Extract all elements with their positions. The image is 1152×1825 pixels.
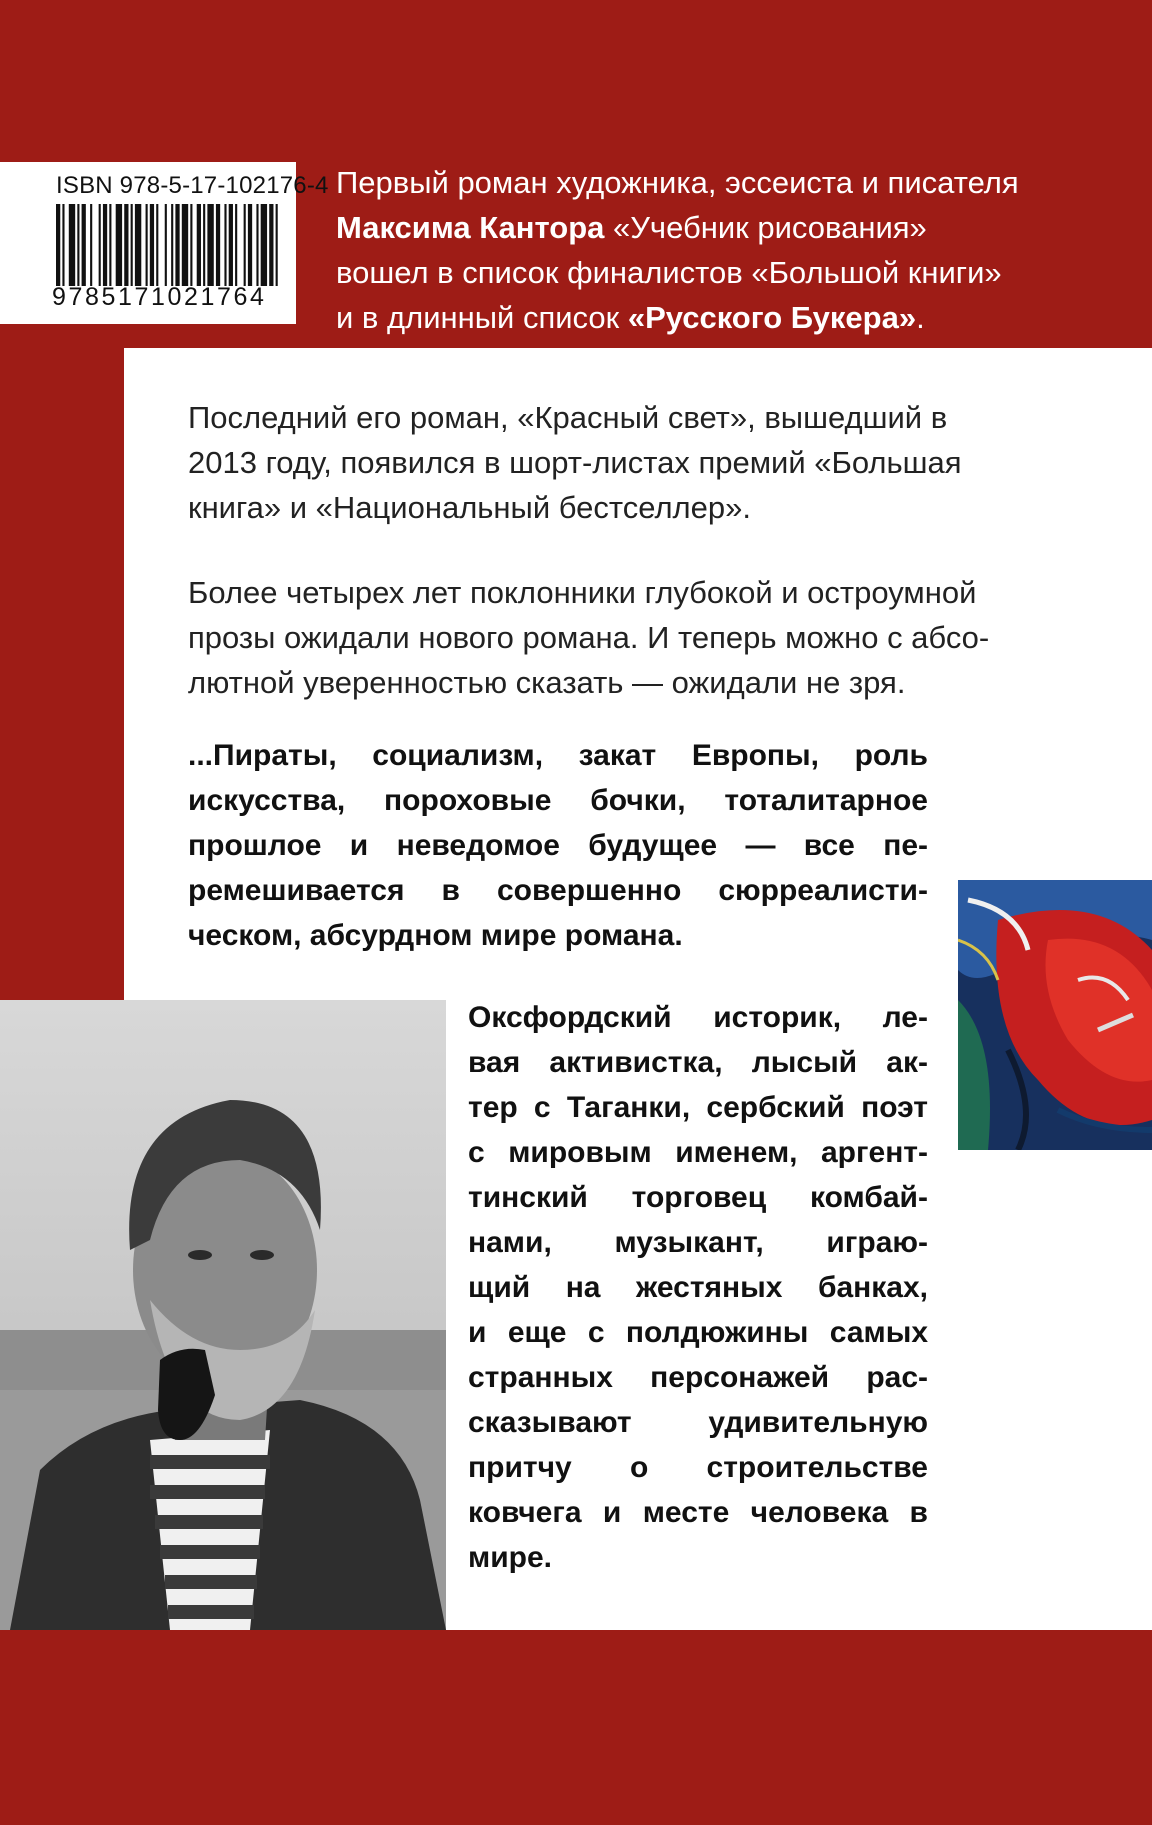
intro-text xyxy=(336,160,1136,340)
text-line: сказывают удивительную xyxy=(468,1406,928,1439)
text-line: щий на жестяных банках, xyxy=(468,1271,928,1304)
text-line: лютной уверенностью сказать — ожидали не зря. xyxy=(188,665,906,700)
text-line: прозы ожидали нового романа. И теперь можно с абсо- xyxy=(188,620,990,655)
author-photo xyxy=(0,1000,446,1630)
text-line: книга» и «Национальный бестселлер». xyxy=(188,490,751,525)
author-name: Максима Кантора xyxy=(336,210,605,245)
text-line: ...Пираты, социализм, закат Европы, роль xyxy=(188,739,928,772)
intro-line: и в длинный список «Русского Букера». xyxy=(336,300,925,335)
text-line: с мировым именем, аргент- xyxy=(468,1136,928,1169)
text-line: Более четырех лет поклонники глубокой и остроумной xyxy=(188,575,977,610)
painting-image xyxy=(958,880,1152,1150)
text-line: Оксфордский историк, ле- xyxy=(468,1001,928,1034)
isbn-text: ISBN 978-5-17-102176-4 xyxy=(56,172,329,199)
text-line: ремешивается в совершенно сюрреалисти- xyxy=(188,874,928,907)
text-line: тер с Таганки, сербский поэт xyxy=(468,1091,928,1124)
text-line: 2013 году, появился в шорт-листах премий «Большая xyxy=(188,445,962,480)
paragraph-1 xyxy=(188,395,962,530)
text-line: ковчега и месте человека в xyxy=(468,1496,928,1529)
text-line: прошлое и неведомое будущее — все пе- xyxy=(188,829,928,862)
bold-paragraph xyxy=(188,733,928,958)
paragraph-2 xyxy=(188,570,989,705)
text-line: нами, музыкант, играю- xyxy=(468,1226,928,1259)
barcode-block xyxy=(0,162,329,324)
text-line: искусства, пороховые бочки, тоталитарное xyxy=(188,784,928,817)
text-line: вая активистка, лысый ак- xyxy=(468,1046,928,1079)
text-line: притчу о строительстве xyxy=(468,1451,928,1484)
barcode-digits: 9785171021764 xyxy=(52,283,267,311)
text-line: Последний его роман, «Красный свет», вышедший в xyxy=(188,400,948,435)
text-line: тинский торговец комбай- xyxy=(468,1181,928,1214)
prize-name: «Русского Букера» xyxy=(627,300,917,335)
text-line: и еще с полдюжины самых xyxy=(468,1316,928,1349)
intro-line: Первый роман художника, эссеиста и писателя xyxy=(336,165,1019,200)
intro-line: Максима Кантора «Учебник рисования» xyxy=(336,210,927,245)
intro-line: вошел в список финалистов «Большой книги» xyxy=(336,255,1002,290)
text-line: ческом, абсурдном мире романа. xyxy=(188,919,683,952)
text-line: мире. xyxy=(468,1541,552,1574)
right-paragraph xyxy=(468,995,928,1580)
text-line: странных персонажей рас- xyxy=(468,1361,928,1394)
barcode-bars xyxy=(56,204,282,286)
